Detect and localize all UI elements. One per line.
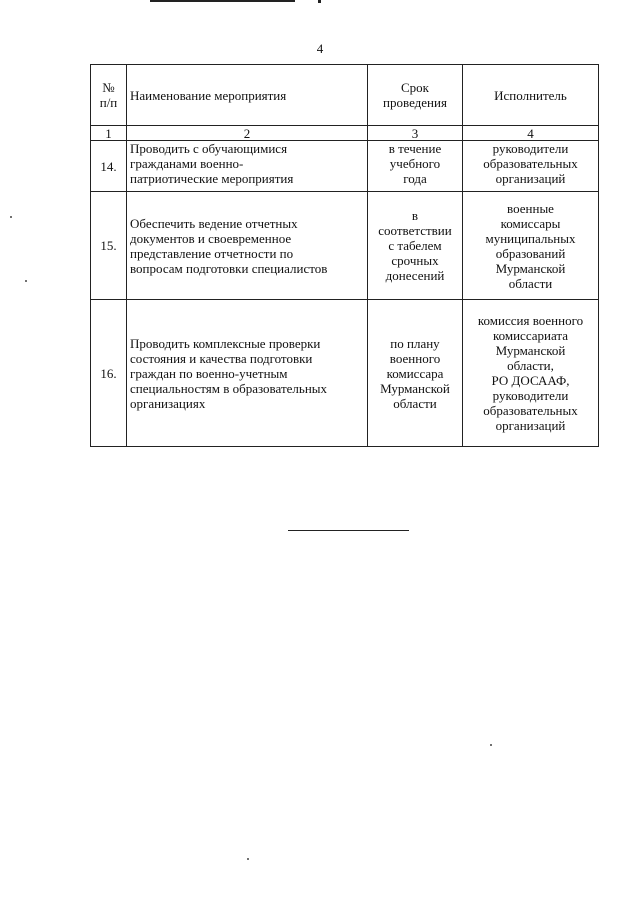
events-table	[90, 64, 599, 447]
page-number: 4	[316, 41, 324, 56]
column-number: 4	[463, 126, 599, 141]
scan-speck	[490, 744, 492, 746]
row-term: в соответствии с табелем срочных донесений	[368, 192, 463, 300]
column-numbers-row	[91, 126, 599, 141]
row-event-name: Проводить комплексные проверки состояния и качества подготовки граждан по военно-учетным специальностям в образовательных организациях	[127, 300, 368, 447]
scan-speck	[25, 280, 27, 282]
closing-divider-line	[288, 530, 409, 531]
header-number: № п/п	[91, 65, 127, 126]
scan-speck	[247, 858, 249, 860]
table-row	[91, 192, 599, 300]
column-number: 1	[91, 126, 127, 141]
row-event-name: Обеспечить ведение отчетных документов и своевременное представление отчетности по вопросам подготовки специалистов	[127, 192, 368, 300]
header-term: Срок проведения	[368, 65, 463, 126]
scan-artifact-line	[150, 0, 295, 2]
table-row	[91, 141, 599, 192]
column-number: 2	[127, 126, 368, 141]
column-number: 3	[368, 126, 463, 141]
row-event-name: Проводить с обучающимися гражданами военно- патриотические мероприятия	[127, 141, 368, 192]
row-term: по плану военного комиссара Мурманской области	[368, 300, 463, 447]
table-header-row	[91, 65, 599, 126]
table-row	[91, 300, 599, 447]
row-executor: комиссия военного комиссариата Мурманской области, РО ДОСААФ, руководители образовательных организаций	[463, 300, 599, 447]
row-number: 15.	[91, 192, 127, 300]
scan-speck	[10, 216, 12, 218]
row-number: 16.	[91, 300, 127, 447]
scan-artifact-dot	[318, 0, 321, 3]
row-executor: руководители образовательных организаций	[463, 141, 599, 192]
row-number: 14.	[91, 141, 127, 192]
header-executor: Исполнитель	[463, 65, 599, 126]
row-executor: военные комиссары муниципальных образований Мурманской области	[463, 192, 599, 300]
row-term: в течение учебного года	[368, 141, 463, 192]
header-event-name: Наименование мероприятия	[127, 65, 368, 126]
